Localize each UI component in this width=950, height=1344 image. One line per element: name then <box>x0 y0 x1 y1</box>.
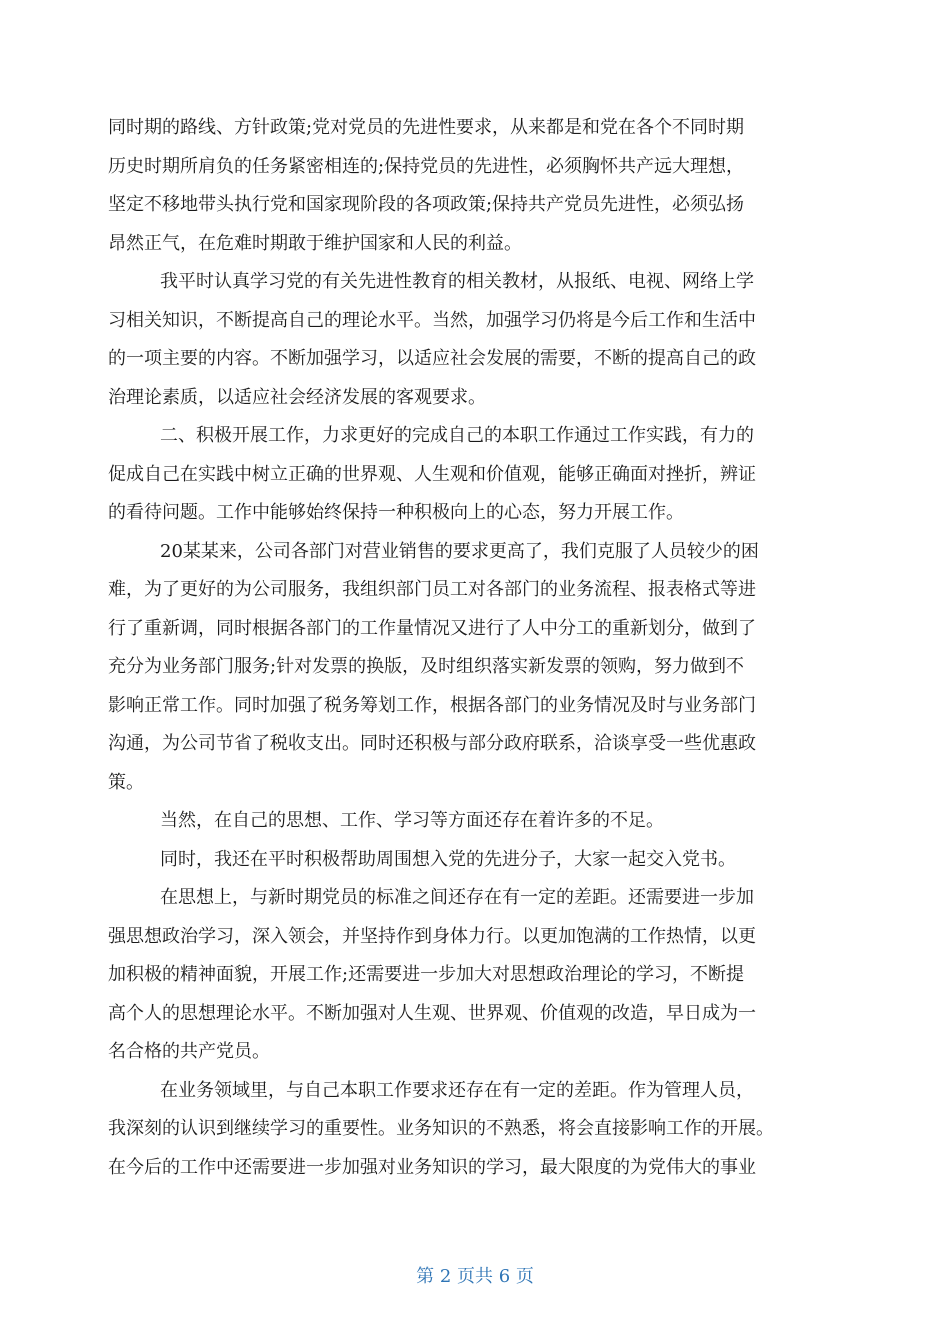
paragraph-first-line: 当然，在自己的思想、工作、学习等方面还存在着许多的不足。 <box>160 810 664 831</box>
text-line: 治理论素质，以适应社会经济发展的客观要求。 <box>108 386 486 408</box>
text-line: 沟通，为公司节省了税收支出。同时还积极与部分政府联系，洽谈享受一些优惠政 <box>108 733 756 754</box>
text-line: 的一项主要的内容。不断加强学习，以适应社会发展的需要，不断的提高自己的政 <box>108 348 756 369</box>
paragraph-first-line: 在业务领域里，与自己本职工作要求还存在有一定的差距。作为管理人员， <box>160 1079 754 1101</box>
text-line: 强思想政治学习，深入领会，并坚持作到身体力行。以更加饱满的工作热情，以更 <box>108 925 756 947</box>
text-line: 的看待问题。工作中能够始终保持一种积极向上的心态，努力开展工作。 <box>108 502 684 523</box>
document-body <box>108 109 843 1187</box>
page-number-footer: 第 2 页共 6 页 <box>416 1266 534 1287</box>
paragraph-first-line: 二、积极开展工作，力求更好的完成自己的本职工作通过工作实践，有力的 <box>160 425 754 446</box>
text-line: 难，为了更好的为公司服务，我组织部门员工对各部门的业务流程、报表格式等进 <box>108 579 756 600</box>
text-line: 策。 <box>108 771 144 793</box>
text-line: 促成自己在实践中树立正确的世界观、人生观和价值观，能够正确面对挫折，辨证 <box>108 463 756 485</box>
text-line: 同时期的路线、方针政策;党对党员的先进性要求，从来都是和党在各个不同时期 <box>108 117 745 138</box>
text-line: 高个人的思想理论水平。不断加强对人生观、世界观、价值观的改造，早日成为一 <box>108 1002 756 1024</box>
text-line: 历史时期所肩负的任务紧密相连的;保持党员的先进性，必须胸怀共产远大理想， <box>108 155 745 177</box>
paragraph-first-line: 我平时认真学习党的有关先进性教育的相关教材，从报纸、电视、网络上学 <box>160 271 754 292</box>
paragraph-first-line: 同时，我还在平时积极帮助周围想入党的先进分子，大家一起交入党书。 <box>160 848 736 870</box>
text-line: 影响正常工作。同时加强了税务筹划工作，根据各部门的业务情况及时与业务部门 <box>108 694 756 716</box>
text-line: 加积极的精神面貌，开展工作;还需要进一步加大对思想政治理论的学习，不断提 <box>108 964 745 985</box>
text-line: 坚定不移地带头执行党和国家现阶段的各项政策;保持共产党员先进性，必须弘扬 <box>108 194 745 215</box>
text-line: 昂然正气，在危难时期敢于维护国家和人民的利益。 <box>108 232 522 254</box>
text-line: 习相关知识，不断提高自己的理论水平。当然，加强学习仍将是今后工作和生活中 <box>108 309 756 331</box>
paragraph-first-line: 在思想上，与新时期党员的标准之间还存在有一定的差距。还需要进一步加 <box>160 887 754 908</box>
text-line: 名合格的共产党员。 <box>108 1041 270 1062</box>
text-line: 充分为业务部门服务;针对发票的换版，及时组织落实新发票的领购，努力做到不 <box>108 656 745 677</box>
text-line: 行了重新调，同时根据各部门的工作量情况又进行了人中分工的重新划分，做到了 <box>108 617 756 639</box>
text-line: 在今后的工作中还需要进一步加强对业务知识的学习，最大限度的为党伟大的事业 <box>108 1156 756 1178</box>
paragraph-first-line: 20某某来，公司各部门对营业销售的要求更高了，我们克服了人员较少的困 <box>160 540 759 562</box>
text-line: 我深刻的认识到继续学习的重要性。业务知识的不熟悉，将会直接影响工作的开展。 <box>108 1118 774 1139</box>
